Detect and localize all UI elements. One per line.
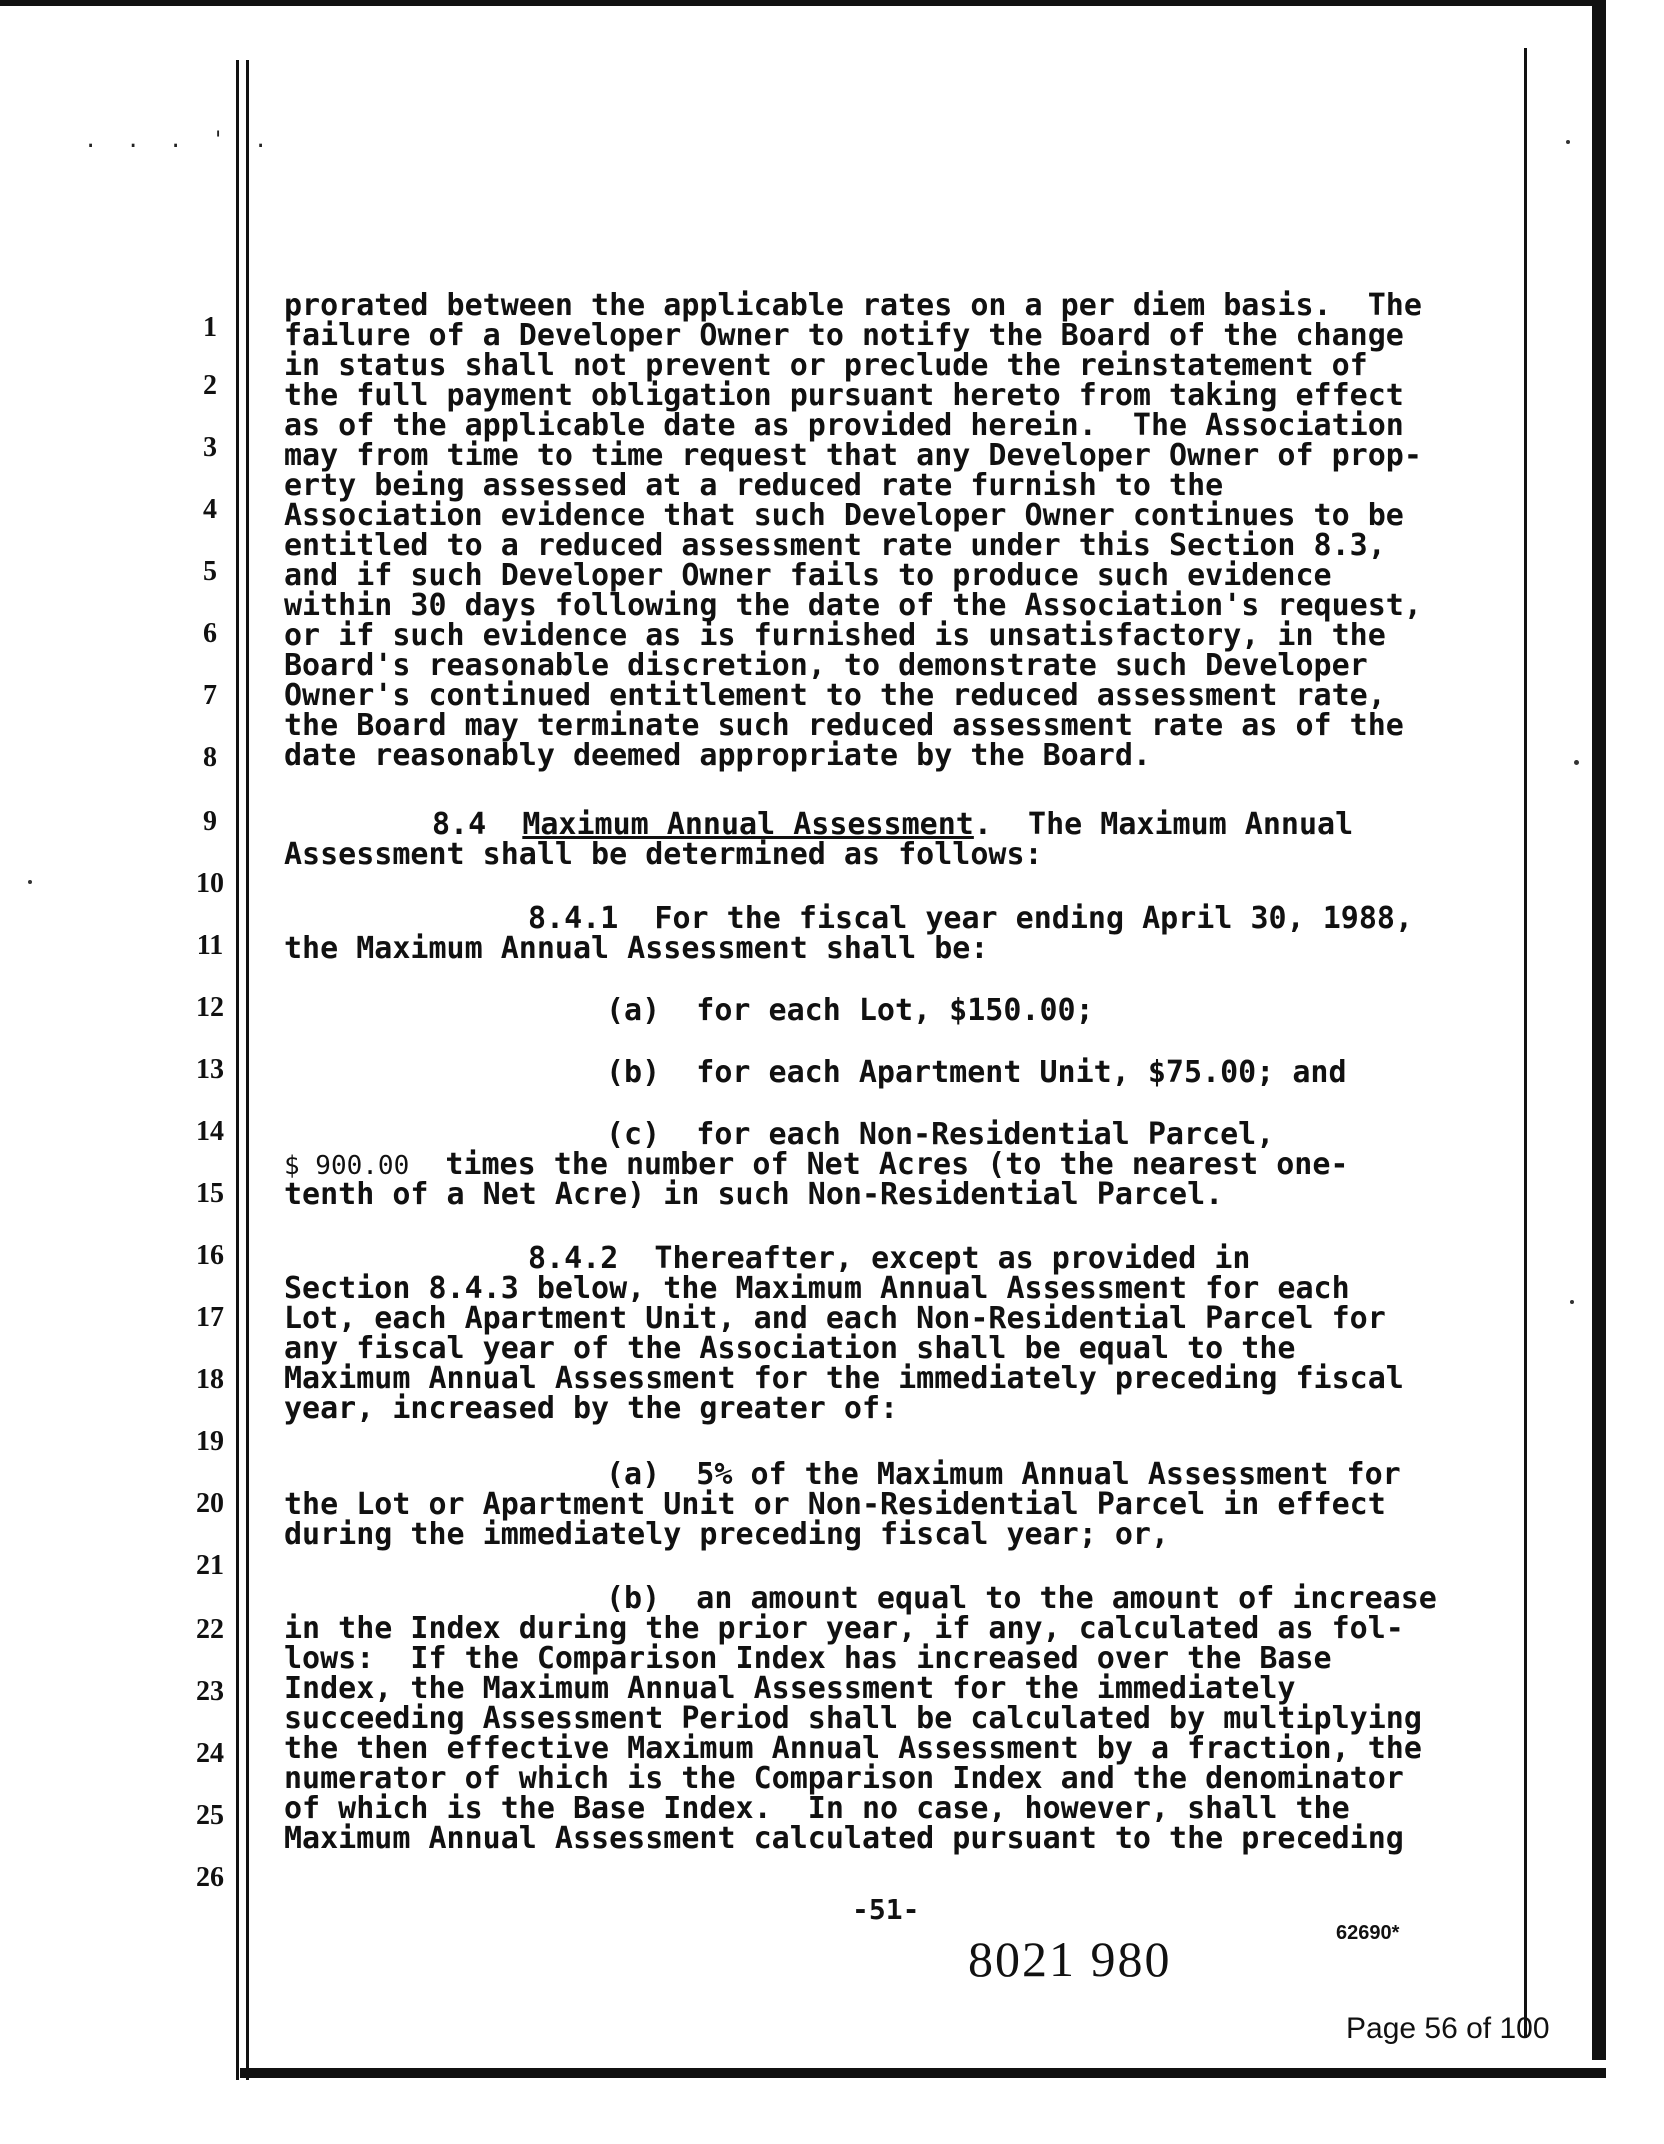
line-number: 6	[203, 618, 217, 649]
text-line: Board's reasonable discretion, to demonstrate such Developer	[284, 648, 1368, 683]
list-item-b: (b) an amount equal to the amount of increase	[606, 1581, 1437, 1616]
text-fragment: times the number of Net Acres (to the nearest one-	[445, 1147, 1349, 1182]
text-line: Maximum Annual Assessment for the immediately preceding fiscal	[284, 1361, 1404, 1396]
section-title: Maximum Annual Assessment	[522, 807, 974, 842]
line-number: 1	[203, 312, 217, 343]
text-line: the Maximum Annual Assessment shall be:	[284, 931, 989, 966]
line-number: 25	[196, 1800, 224, 1831]
margin-rule-outer	[236, 60, 239, 2080]
line-number: 2	[203, 370, 217, 401]
scan-speck	[1570, 1300, 1574, 1304]
line-number: 24	[196, 1738, 224, 1769]
scan-border-top	[0, 0, 1600, 6]
text-line: year, increased by the greater of:	[284, 1391, 899, 1426]
text-line: 8.4.1 For the fiscal year ending April 30, 1988,	[528, 901, 1414, 936]
line-number: 22	[196, 1614, 224, 1645]
text-line: and if such Developer Owner fails to produce such evidence	[284, 558, 1332, 593]
text-line: 8.4.2 Thereafter, except as provided in	[528, 1241, 1251, 1276]
text-line: Association evidence that such Developer Owner continues to be	[284, 498, 1404, 533]
line-number: 3	[203, 432, 217, 463]
text-line: may from time to time request that any Developer Owner of prop-	[284, 438, 1422, 473]
page-counter: Page 56 of 100	[1346, 2012, 1550, 2045]
text-line: of which is the Base Index. In no case, however, shall the	[284, 1791, 1350, 1826]
text-line: entitled to a reduced assessment rate under this Section 8.3,	[284, 528, 1386, 563]
text-line: failure of a Developer Owner to notify the Board of the change	[284, 318, 1404, 353]
page-number: -51-	[852, 1893, 920, 1926]
line-number: 5	[203, 556, 217, 587]
line-number: 18	[196, 1364, 224, 1395]
text-line: or if such evidence as is furnished is unsatisfactory, in the	[284, 618, 1386, 653]
section-heading-rest: . The Maximum Annual	[973, 807, 1354, 842]
line-number: 15	[196, 1178, 224, 1209]
text-line: erty being assessed at a reduced rate furnish to the	[284, 468, 1224, 503]
text-line: Owner's continued entitlement to the reduced assessment rate,	[284, 678, 1386, 713]
scan-border-bottom	[240, 2068, 1606, 2078]
document-code: 62690*	[1336, 1922, 1400, 1944]
scan-speck	[1574, 760, 1579, 765]
line-number: 4	[203, 494, 217, 525]
text-line: in status shall not prevent or preclude the reinstatement of	[284, 348, 1368, 383]
section-number: 8.4	[432, 807, 487, 842]
margin-rule-right	[1524, 48, 1527, 2038]
text-line: in the Index during the prior year, if any, calculated as fol-	[284, 1611, 1404, 1646]
text-line: any fiscal year of the Association shall be equal to the	[284, 1331, 1296, 1366]
text-line: within 30 days following the date of the Association's request,	[284, 588, 1422, 623]
text-line: Lot, each Apartment Unit, and each Non-Residential Parcel for	[284, 1301, 1386, 1336]
section-heading-line	[432, 807, 1354, 842]
text-line: succeeding Assessment Period shall be calculated by multiplying	[284, 1701, 1422, 1736]
text-line: numerator of which is the Comparison Index and the denominator	[284, 1761, 1404, 1796]
text-line: the Board may terminate such reduced assessment rate as of the	[284, 708, 1404, 743]
line-number: 17	[196, 1302, 224, 1333]
text-line: Section 8.4.3 below, the Maximum Annual Assessment for each	[284, 1271, 1350, 1306]
line-number: 26	[196, 1862, 224, 1893]
text-line: the then effective Maximum Annual Assessment by a fraction, the	[284, 1731, 1422, 1766]
margin-rule-inner	[246, 60, 249, 2080]
line-number: 23	[196, 1676, 224, 1707]
scan-border-right	[1592, 0, 1606, 2060]
line-number: 10	[196, 868, 224, 899]
list-item-b: (b) for each Apartment Unit, $75.00; and	[606, 1055, 1347, 1090]
line-number: 8	[203, 742, 217, 773]
text-line: as of the applicable date as provided herein. The Association	[284, 408, 1404, 443]
text-line: Index, the Maximum Annual Assessment for the immediately	[284, 1671, 1296, 1706]
line-number: 20	[196, 1488, 224, 1519]
text-line: the full payment obligation pursuant hereto from taking effect	[284, 378, 1404, 413]
list-item-c: (c) for each Non-Residential Parcel,	[606, 1117, 1275, 1152]
text-line: the Lot or Apartment Unit or Non-Residential Parcel in effect	[284, 1487, 1386, 1522]
line-number: 19	[196, 1426, 224, 1457]
line-number: 7	[203, 680, 217, 711]
line-number: 12	[196, 992, 224, 1023]
text-line: tenth of a Net Acre) in such Non-Residential Parcel.	[284, 1177, 1224, 1212]
text-line: Maximum Annual Assessment calculated pursuant to the preceding	[284, 1821, 1404, 1856]
line-number: 16	[196, 1240, 224, 1271]
text-line: during the immediately preceding fiscal year; or,	[284, 1517, 1170, 1552]
text-line: Assessment shall be determined as follows:	[284, 837, 1043, 872]
list-item-a: (a) for each Lot, $150.00;	[606, 993, 1094, 1028]
line-number: 11	[196, 930, 224, 961]
line-number: 21	[196, 1550, 224, 1581]
scan-speck	[28, 880, 32, 884]
scan-speck	[1566, 140, 1570, 144]
book-page-stamp: 8021 980	[968, 1931, 1172, 1987]
text-line: date reasonably deemed appropriate by the Board.	[284, 738, 1151, 773]
line-number: 14	[196, 1116, 224, 1147]
filled-amount: $ 900.00	[284, 1151, 410, 1181]
list-item-a: (a) 5% of the Maximum Annual Assessment for	[606, 1457, 1401, 1492]
line-number: 9	[203, 806, 217, 837]
text-line: lows: If the Comparison Index has increased over the Base	[284, 1641, 1332, 1676]
text-line: prorated between the applicable rates on a per diem basis. The	[284, 288, 1422, 323]
line-number: 13	[196, 1054, 224, 1085]
scan-speckles: . . . ' .	[84, 128, 276, 153]
